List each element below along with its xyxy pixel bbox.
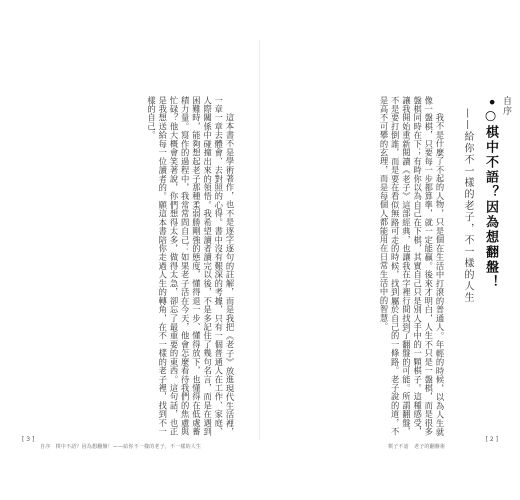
preface-title: •○棋中不語？因為想翻盤！ [483, 98, 498, 291]
preface-title-block [453, 96, 513, 426]
left-page-number: [ 3 ] [22, 436, 35, 443]
right-page-paragraph: 我不是什麼了不起的人物，只是個在生活中打滾的普通人。年輕的時候，以為人生就像一盤棋，只要每一步都算準，就一定能贏。後來才明白，人生不只是一盤棋，而是很多盤棋同時在下；有時你以為自己在下棋，其實自己只是別人手中的一顆棋子。這種感受，讓我開始重新閱讀《老子》這部經典，也讓我在字裡行間找到了翻盤的可能。所謂翻盤，不是要打倒誰，而是要在看似無路可走的時候，找到屬於自己的一條路。老子說的道，不是高不可攀的玄理，而是每個人都能用在日常生活中的智慧。 [378, 96, 445, 436]
right-page-number: [ 2 ] [485, 436, 498, 443]
preface-label: 自序 [501, 96, 511, 116]
right-running-head: 棋子不語 老子的翻盤術 [388, 444, 446, 450]
right-page-body [280, 96, 445, 436]
left-page-body [20, 96, 235, 436]
right-page [260, 0, 520, 500]
left-running-head: 自序 棋中不語？因為想翻盤！——給你不一樣的老子，不一樣的人生 [40, 444, 202, 450]
preface-subtitle: ——給你不一樣的老子，不一樣的人生 [462, 108, 473, 304]
left-page-paragraph: 這本書不是學術著作，也不是逐字逐句的註解，而是我把《老子》放進現代生活裡，一章一章去體會、去對照的心得。書中沒有艱深的考據，只有一個普通人在工作、家庭、人際關係中碰撞出來的領悟。我希望讀者讀完以後，不是多記住了幾句名言，而是在遇到困難時，能夠想起老子那種柔弱勝剛強的態度，懂得退一步、懂得放下，也懂得在低處蓄積力量。寫作的過程中，我常常問自己：如果老子活在今天，他會怎麼看待我們的焦慮與忙碌？他大概會笑著說，你們想得太多，做得太急，卻忘了最重要的東西。這句話，也正是我想送給每一位讀者的。願這本書陪你走過人生的轉角，在不一樣的老子裡，找到不一樣的自己。 [146, 96, 235, 436]
